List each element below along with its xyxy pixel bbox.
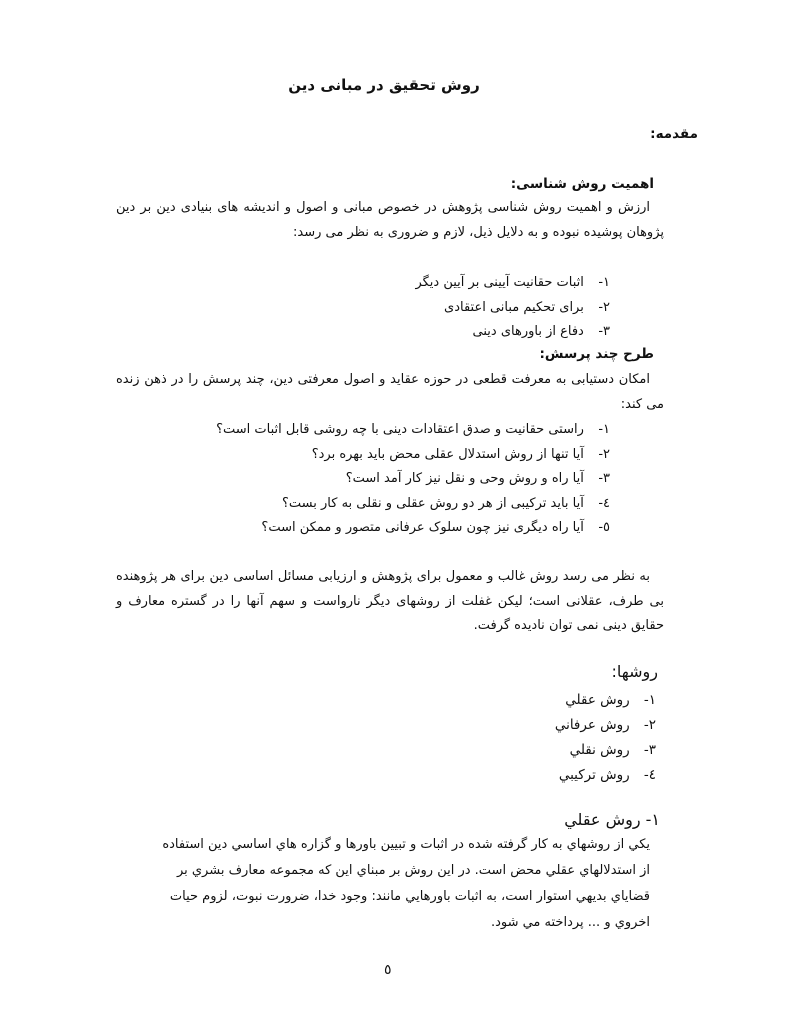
list-text: آيا تنها از روش استدلال عقلی محض بايد بهره برد؟ [311,446,584,462]
list-item [116,418,610,443]
list-item [116,492,610,517]
list-number: ١- [598,275,610,290]
questions-heading: طرح چند پرسش: [539,346,654,362]
methods-list [555,688,656,788]
questions-list [116,418,610,541]
list-text: روش ترکيبي [558,767,630,783]
questions-closing: به نظر می رسد روش غالب و معمول برای پژوهش و ارزيابی مسائل اساسی دين برای هر پژوهنده بی طرف، عقلانی است؛ ليکن غفلت از روشهای ديگر نارواست و سهم آنها را در گستره معارف و حقايق دينی نمی توان ناديده گرفت. [116,569,664,633]
list-text: روش عرفاني [554,717,630,733]
importance-heading: اهميت روش شناسی: [510,176,654,192]
list-item [555,688,656,713]
list-item [116,516,610,541]
list-item [555,763,656,788]
list-text: آيا راه و روش وحی و نقل نيز کار آمد است؟ [345,471,584,486]
list-text: روش نقلي [569,742,630,758]
section-paragraph: يکي از روشهاي به کار گرفته شده در اثبات و تبيين باورها و گزاره هاي اساسي دين استفاده از استدلالهاي عقلي محض است. در اين روش بر مبناي اين که مجموعه معارف بشري بر قضاياي بديهي استوار است، به اثبات باورهايي مانند: وجود خدا، ضرورت نبوت، لزوم حيات اخروي و ... پرداخته مي شود. [162,837,650,930]
list-number: ٣- [643,742,656,758]
list-item [116,443,610,468]
page-number: ٥ [384,962,392,978]
list-item [555,713,656,738]
list-text: آيا بايد ترکيبی از هر دو روش عقلی و نقلی به کار بست؟ [282,495,584,511]
page-title: روش تحقيق در مبانی دين [288,76,480,94]
questions-paragraph: امکان دستيابی به معرفت قطعی در حوزه عقايد و اصول معرفتی دين، چند پرسش را در ذهن زنده می کند: [116,372,664,412]
list-item [555,738,656,763]
list-number: ٢- [643,717,656,733]
importance-paragraph: ارزش و اهميت روش شناسی پژوهش در خصوص مبانی و اصول و انديشه های بنيادی دين بر دين پژوهان پوشيده نبوده و به دلايل ذيل، لازم و ضروری به نظر می رسد: [116,200,664,240]
list-text: برای تحکيم مبانی اعتقادی [444,299,584,315]
list-item [415,296,610,321]
list-item [415,271,610,296]
list-text: اثبات حقانيت آيينی بر آيين ديگر [415,275,584,290]
list-text: آيا راه ديگری نيز چون سلوک عرفانی متصور و ممکن است؟ [261,520,584,535]
list-number: ١- [598,422,610,437]
list-number: ٤- [643,767,656,783]
list-number: ٥- [598,520,610,535]
list-number: ٣- [598,471,610,486]
list-number: ٢- [598,446,610,462]
list-number: ٣- [598,324,610,339]
list-text: دفاع از باورهای دينی [472,324,584,339]
section-heading: ١- روش عقلي [564,810,660,829]
importance-list [415,271,610,345]
list-item [415,320,610,345]
methods-heading: روشها: [611,662,658,681]
list-text: راستی حقانيت و صدق اعتقادات دينی با چه روشی قابل اثبات است؟ [216,422,584,437]
list-number: ٢- [598,299,610,315]
intro-heading: مقدمه: [650,126,698,142]
list-text: روش عقلي [565,692,630,708]
list-item [116,467,610,492]
list-number: ١- [643,692,656,708]
list-number: ٤- [598,495,610,511]
